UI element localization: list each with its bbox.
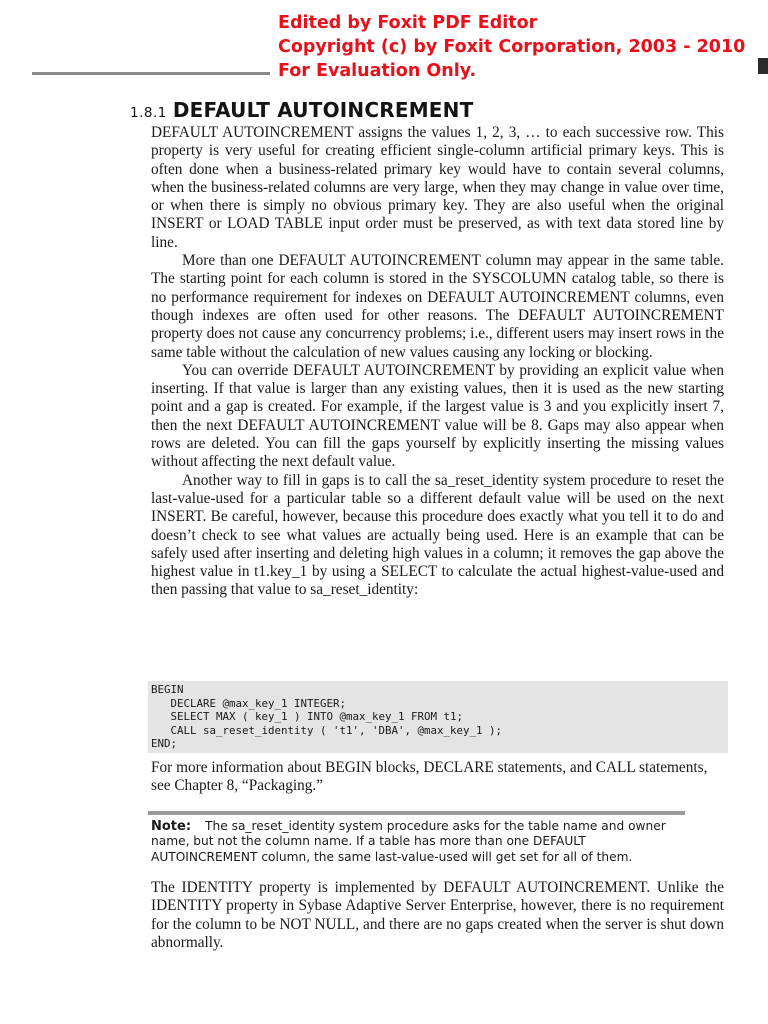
note-rule bbox=[148, 811, 685, 815]
paragraph: DEFAULT AUTOINCREMENT assigns the values 1, 2, 3, … to each successive row. This property is very useful for creating efficient single-column artificial primary keys. This is often done when a business-related primary key would have to contain several columns, when the business-related columns are very large, when they may change in value over time, or when there is simply no obvious primary key. They are also useful when the original INSERT or LOAD TABLE input order must be preserved, as with text data stored line by line. bbox=[151, 124, 724, 251]
evaluation-watermark bbox=[278, 11, 745, 83]
note-box bbox=[151, 819, 691, 865]
final-text bbox=[151, 879, 724, 952]
code-line: DECLARE @max_key_1 INTEGER; bbox=[151, 696, 347, 710]
watermark-line-2: Copyright (c) by Foxit Corporation, 2003 - 2010 bbox=[278, 37, 746, 57]
page-edge-marker bbox=[758, 58, 768, 74]
code-line: END; bbox=[151, 737, 178, 750]
paragraph: More than one DEFAULT AUTOINCREMENT column may appear in the same table. The starting point for each column is stored in the SYSCOLUMN catalog table, so there is no performance requirement for indexes on DEFAULT AUTOINCREMENT columns, even though indexes are often used for other reasons. The DEFAULT AUTOINCREMENT property does not cause any concurrency problems; i.e., different users may insert rows in the same table without the calculation of new values causing any locking or blocking. bbox=[151, 252, 724, 361]
section-heading bbox=[130, 98, 473, 122]
body-text bbox=[151, 124, 724, 600]
watermark-line-3: For Evaluation Only. bbox=[278, 61, 477, 81]
paragraph: Another way to fill in gaps is to call the sa_reset_identity system procedure to reset the last-value-used for a particular table so a different default value will be used on the next INSERT. Be careful, however, because this procedure does exactly what you tell it to do and doesn’t check to see what values are actually being used. Here is an example that can be safely used after inserting and deleting high values in a column; it removes the gap above the highest value in t1.key_1 by using a SELECT to calculate the actual highest-value-used and then passing that value to sa_reset_identity: bbox=[151, 471, 724, 599]
note-text: The sa_reset_identity system procedure asks for the table name and owner name, but not the column name. If a table has more than one DEFAULT AUTOINCREMENT column, the same last-value-used will get set for all of them. bbox=[151, 819, 666, 864]
code-line: BEGIN bbox=[151, 683, 184, 696]
section-title: DEFAULT AUTOINCREMENT bbox=[172, 98, 474, 122]
header-rule bbox=[32, 72, 270, 75]
after-code-paragraph: For more information about BEGIN blocks, DECLARE statements, and CALL statements, see Chapter 8, “Packaging.” bbox=[151, 759, 708, 795]
code-block bbox=[148, 681, 728, 753]
section-number: 1.8.1 bbox=[130, 105, 167, 121]
code-line: SELECT MAX ( key_1 ) INTO @max_key_1 FROM t1; bbox=[151, 710, 464, 723]
watermark-line-1: Edited by Foxit PDF Editor bbox=[278, 13, 538, 33]
paragraph: You can override DEFAULT AUTOINCREMENT by providing an explicit value when inserting. If that value is larger than any existing values, then it is used as the new starting point and a gap is created. For example, if the largest value is 3 and you explicitly insert 7, then the next DEFAULT AUTOINCREMENT value will be 8. Gaps may also appear when rows are deleted. You can fill the gaps yourself by explicitly inserting the missing values without affecting the next default value. bbox=[151, 361, 724, 471]
paragraph: The IDENTITY property is implemented by DEFAULT AUTOINCREMENT. Unlike the IDENTITY property in Sybase Adaptive Server Enterprise, however, there is no requirement for the column to be NOT NULL, and there are no gaps created when the server is shut down abnormally. bbox=[151, 879, 724, 951]
note-label: Note: bbox=[151, 819, 192, 834]
code-line: CALL sa_reset_identity ( 't1', 'DBA', @max_key_1 ); bbox=[151, 723, 503, 737]
